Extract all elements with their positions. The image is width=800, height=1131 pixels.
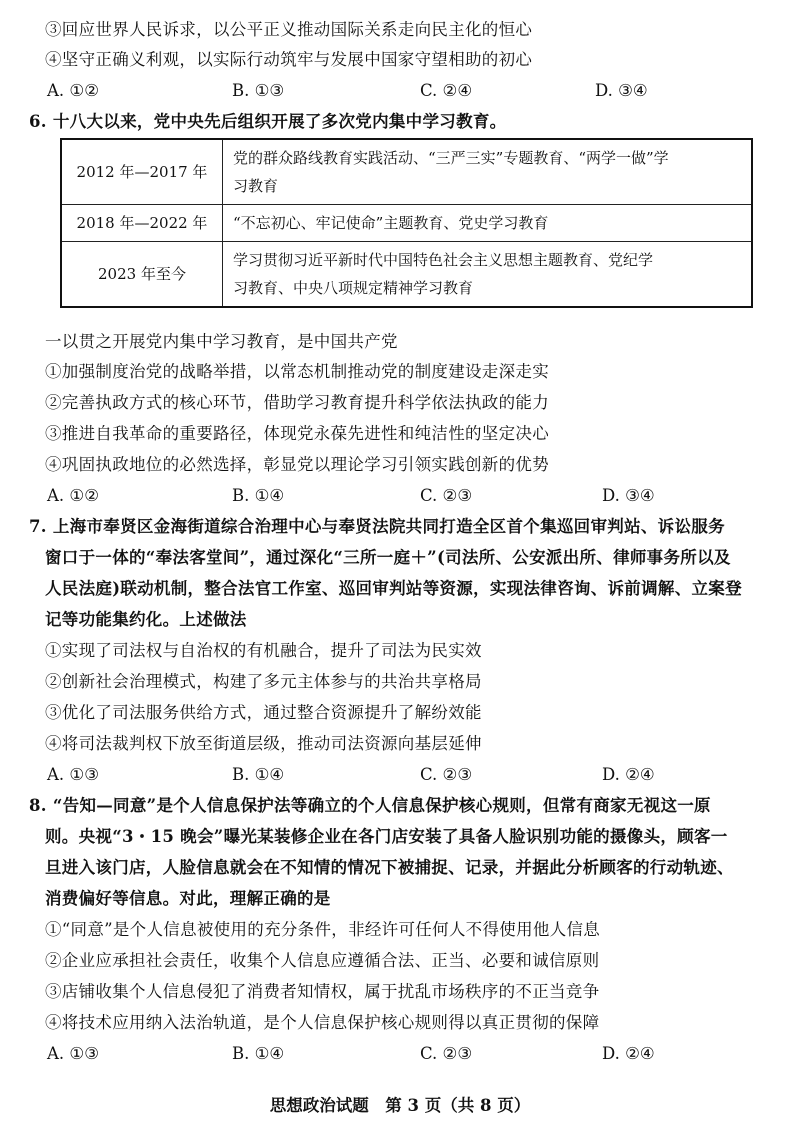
table-period: 2023 年至今 <box>61 242 223 308</box>
q6-item-4: ④巩固执政地位的必然选择，彰显党以理论学习引领实践创新的优势 <box>45 455 549 474</box>
q8-stem-line-1: 8. “告知—同意”是个人信息保护法等确立的个人信息保护核心规则，但常有商家无视这一原 <box>29 796 711 815</box>
q6-stem: 6. 十八大以来，党中央先后组织开展了多次党内集中学习教育。 <box>29 112 507 131</box>
q7-option-b: B. ①④ <box>232 765 285 784</box>
q7-stem-line-3: 人民法庭)联动机制，整合法官工作室、巡回审判站等资源，实现法律咨询、诉前调解、立案登 <box>45 579 742 598</box>
q5-option-d: D. ③④ <box>595 81 648 100</box>
q7-stem-line-2: 窗口于一体的“奉法客堂间”，通过深化“三所一庭＋”(司法所、公安派出所、律师事务所以及 <box>45 548 731 567</box>
q8-stem-line-2: 则。央视“3・15 晚会”曝光某装修企业在各门店安装了具备人脸识别功能的摄像头，顾客一 <box>45 827 728 846</box>
table-row <box>61 139 752 205</box>
q7-item-4: ④将司法裁判权下放至街道层级，推动司法资源向基层延伸 <box>45 734 482 753</box>
table-period: 2018 年—2022 年 <box>61 205 223 242</box>
q8-option-d: D. ②④ <box>602 1044 655 1063</box>
table-content <box>223 139 753 205</box>
q5-option-b: B. ①③ <box>232 81 285 100</box>
q5-item-4: ④坚守正确义利观，以实际行动筑牢与发展中国家守望相助的初心 <box>45 50 533 69</box>
table-content-line: “不忘初心、牢记使命”主题教育、党史学习教育 <box>233 214 549 232</box>
q8-item-1: ①“同意”是个人信息被使用的充分条件，非经许可任何人不得使用他人信息 <box>45 920 601 939</box>
q5-option-a: A. ①② <box>47 81 99 100</box>
q7-option-d: D. ②④ <box>602 765 655 784</box>
table-content-line: 党的群众路线教育实践活动、“三严三实”专题教育、“两学一做”学 <box>233 149 669 167</box>
q6-option-b: B. ①④ <box>232 486 285 505</box>
q7-item-2: ②创新社会治理模式，构建了多元主体参与的共治共享格局 <box>45 672 482 691</box>
q5-option-c: C. ②④ <box>420 81 473 100</box>
table-row <box>61 205 752 242</box>
q6-option-a: A. ①② <box>47 486 99 505</box>
table-row <box>61 242 752 308</box>
q7-item-1: ①实现了司法权与自治权的有机融合，提升了司法为民实效 <box>45 641 482 660</box>
q6-option-c: C. ②③ <box>420 486 473 505</box>
table-content-line: 学习贯彻习近平新时代中国特色社会主义思想主题教育、党纪学 <box>233 251 654 269</box>
table-period: 2012 年—2017 年 <box>61 139 223 205</box>
table-content <box>223 242 753 308</box>
table-content-line: 习教育 <box>233 177 279 195</box>
q7-stem-line-1: 7. 上海市奉贤区金海街道综合治理中心与奉贤法院共同打造全区首个集巡回审判站、诉讼服务 <box>29 517 725 536</box>
q6-item-3: ③推进自我革命的重要路径，体现党永葆先进性和纯洁性的坚定决心 <box>45 424 549 443</box>
table-content <box>223 205 753 242</box>
q8-stem-line-4: 消费偏好等信息。对此，理解正确的是 <box>45 889 331 908</box>
table-content-line: 习教育、中央八项规定精神学习教育 <box>233 279 474 297</box>
q6-item-2: ②完善执政方式的核心环节，借助学习教育提升科学依法执政的能力 <box>45 393 549 412</box>
q8-item-2: ②企业应承担社会责任，收集个人信息应遵循合法、正当、必要和诚信原则 <box>45 951 600 970</box>
q8-option-b: B. ①④ <box>232 1044 285 1063</box>
q8-option-a: A. ①③ <box>47 1044 99 1063</box>
page-footer: 思想政治试题 第 3 页（共 8 页） <box>269 1096 531 1115</box>
q7-stem-line-4: 记等功能集约化。上述做法 <box>45 610 247 629</box>
q8-option-c: C. ②③ <box>420 1044 473 1063</box>
q8-item-3: ③店铺收集个人信息侵犯了消费者知情权，属于扰乱市场秩序的不正当竞争 <box>45 982 600 1001</box>
q6-table <box>60 138 753 308</box>
q6-lead: 一以贯之开展党内集中学习教育，是中国共产党 <box>45 332 398 351</box>
q6-item-1: ①加强制度治党的战略举措，以常态机制推动党的制度建设走深走实 <box>45 362 549 381</box>
q6-option-d: D. ③④ <box>602 486 655 505</box>
q8-item-4: ④将技术应用纳入法治轨道，是个人信息保护核心规则得以真正贯彻的保障 <box>45 1013 600 1032</box>
q7-option-a: A. ①③ <box>47 765 99 784</box>
q7-item-3: ③优化了司法服务供给方式，通过整合资源提升了解纷效能 <box>45 703 482 722</box>
q5-item-3: ③回应世界人民诉求，以公平正义推动国际关系走向民主化的恒心 <box>45 20 533 39</box>
q8-stem-line-3: 旦进入该门店，人脸信息就会在不知情的情况下被捕捉、记录，并据此分析顾客的行动轨迹、 <box>45 858 734 877</box>
q7-option-c: C. ②③ <box>420 765 473 784</box>
